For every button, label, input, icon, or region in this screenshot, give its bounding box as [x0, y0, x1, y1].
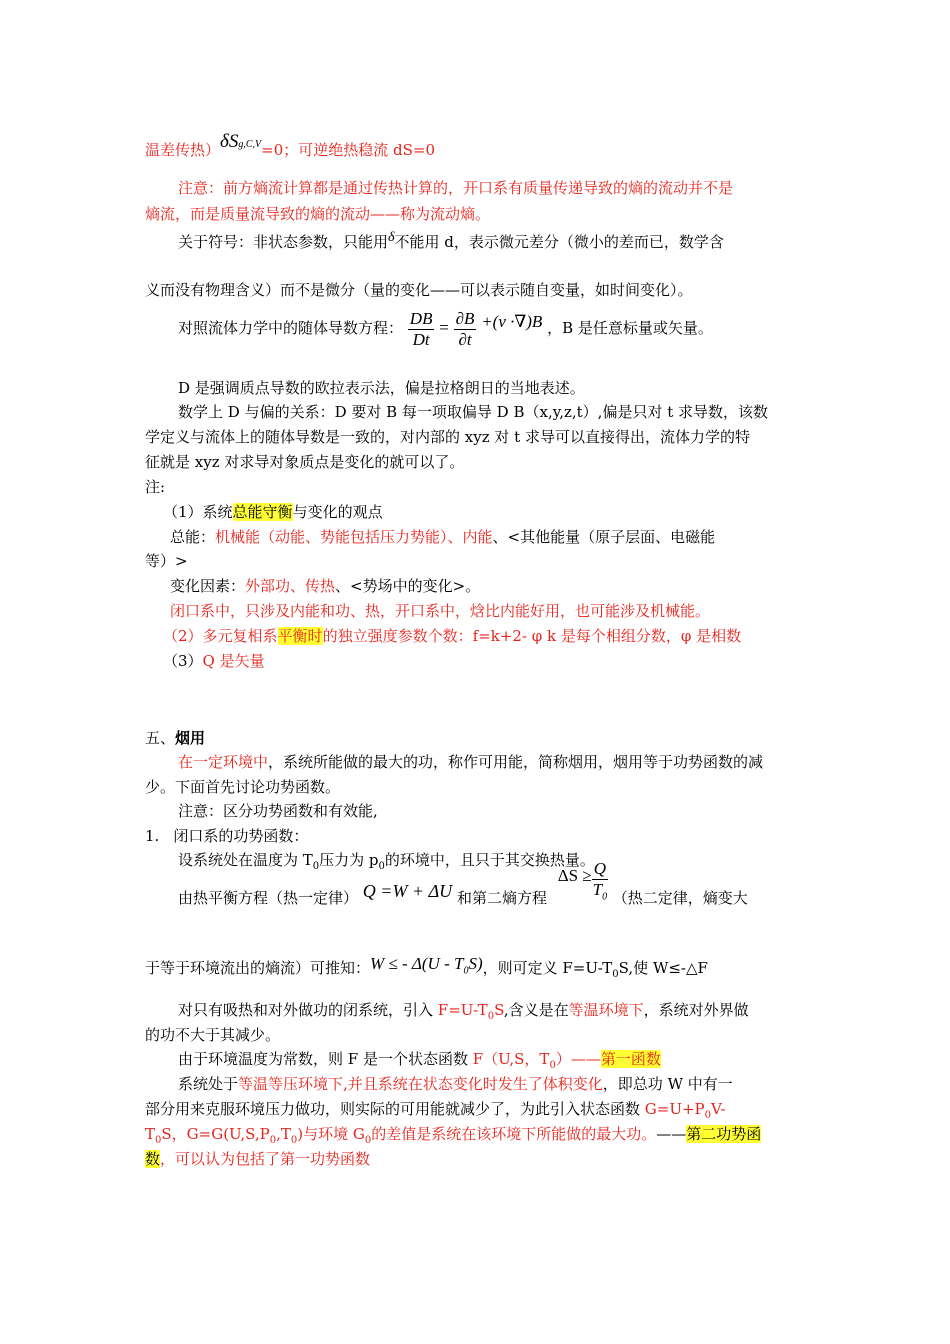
- note-entropy-flow-2: 熵流，而是质量流导致的熵的流动——称为流动熵。: [145, 205, 491, 223]
- change-factors: 变化因素：外部功、传热、<势场中的变化>。: [170, 577, 481, 595]
- total-energy-2: 等）>: [145, 552, 188, 570]
- second-law-lhs: ΔS ≥: [557, 866, 592, 885]
- symbol-note-2: 义而没有物理含义）而不是微分（量的变化——可以表示随自变量，如时间变化）。: [145, 281, 693, 299]
- section-heading: 五、烟用: [145, 729, 206, 747]
- exergy-attention: 注意：区分功势函数和有效能,: [178, 802, 378, 820]
- total-energy-1: 总能：机械能（动能、势能包括压力势能）、内能、<其他能量（原子层面、电磁能: [170, 528, 716, 546]
- first-law-equation: Q =W + ΔU: [362, 881, 453, 901]
- gibbs-3: $T_0S$，$G=G(U,S,P_0,T_0)$与环境 $G_0$的差值是系统在该环境下所能做的最大功。——第二功势函: [145, 1125, 762, 1146]
- material-derivative-line: 对照流体力学中的随体导数方程： $\frac{DB}{Dt}$ = $\frac{\partial B}{\partial t}$ +(v ·∇)B ，B 是任意标量或矢量。: [178, 308, 713, 349]
- symbol-note-1: 关于符号：非状态参数，只能用δ不能用 d，表示微元差分（微小的差而已，数学含: [178, 230, 724, 251]
- note-2: （2）多元复相系平衡时的独立强度参数个数：f=k+2- φ k 是每个相组分数，φ 是相数: [163, 627, 742, 645]
- first-function: 由于环境温度为常数，则 F 是一个状态函数 F（U,S，$T_0)——$第一函数: [178, 1050, 661, 1071]
- exergy-def-1: 在一定环境中，系统所能做的最大的功，称作可用能，简称烟用，烟用等于功势函数的减: [178, 753, 764, 771]
- d-euler-note: D 是强调质点导数的欧拉表示法，偏是拉格朗日的当地表述。: [178, 379, 585, 397]
- subsection-1: 1. 闭口系的功势函数：: [145, 827, 309, 845]
- free-energy-2: 的功不大于其减少。: [145, 1026, 281, 1044]
- frac-Q-T0: $\frac{Q}{T_0}$: [592, 858, 608, 902]
- heat-balance-line: 由热平衡方程（热一定律） Q =W + ΔU 和第二熵方程 ΔS ≥ $\frac{Q}{T_0}$ （热二定律，熵变大: [178, 858, 748, 907]
- note-entropy-flow-1: 注意：前方熵流计算都是通过传热计算的，开口系有质量传递导致的熵的流动并不是: [178, 179, 734, 197]
- work-inequality-line: 于等于环境流出的熵流）可推知：W ≤ - $\Delta(U - T_0S)$，则可定义 $F=U-T_0S$,使 W≤-△F: [145, 954, 708, 980]
- note-3: （3）Q 是矢量: [163, 652, 265, 670]
- d-partial-3: 征就是 xyz 对求导对象质点是变化的就可以了。: [145, 453, 465, 471]
- d-partial-1: 数学上 D 与偏的关系：D 要对 B 每一项取偏导 D B（x,y,z,t）,偏是只对 t 求导数，该数: [178, 403, 769, 421]
- gibbs-1: 系统处于等温等压环境下,并且系统在状态变化时发生了体积变化，即总功 W 中有一: [178, 1075, 733, 1093]
- note-1: （1）系统总能守衡与变化的观点: [163, 503, 383, 521]
- frac-DB-Dt: $\frac{DB}{Dt}$: [409, 308, 433, 349]
- d-partial-2: 学定义与流体上的随体导数是一致的，对内部的 xyz 对 t 求导可以直接得出，流体力学的特: [145, 428, 750, 446]
- note-label: 注:: [145, 478, 166, 496]
- frac-partial-B-t: $\frac{\partial B}{\partial t}$: [455, 308, 475, 349]
- exergy-def-2: 少。下面首先讨论功势函数。: [145, 778, 341, 796]
- gibbs-2: 部分用来克服环境压力做功，则实际的可用能就减少了，为此引入状态函数 $G=U+P_0V-$: [145, 1100, 726, 1121]
- environment-setup: 设系统处在温度为 $T_0$压力为 $p_0$的环境中，且只于其交换热量。: [178, 851, 595, 872]
- line-entropy-generation: 温差传热）$\delta S^{g,C,V}=0$；可逆绝热稳流 dS=0: [145, 131, 436, 159]
- free-energy-1: 对只有吸热和对外做功的闭系统，引入 $F=U-T_0S$,含义是在等温环境下，系统对外界做: [178, 1001, 749, 1022]
- delta-s-symbol: δS: [220, 131, 239, 152]
- closed-system-note: 闭口系中，只涉及内能和功、热，开口系中，焓比内能好用，也可能涉及机械能。: [170, 602, 711, 620]
- gibbs-4: 数，可以认为包括了第一功势函数: [145, 1150, 371, 1168]
